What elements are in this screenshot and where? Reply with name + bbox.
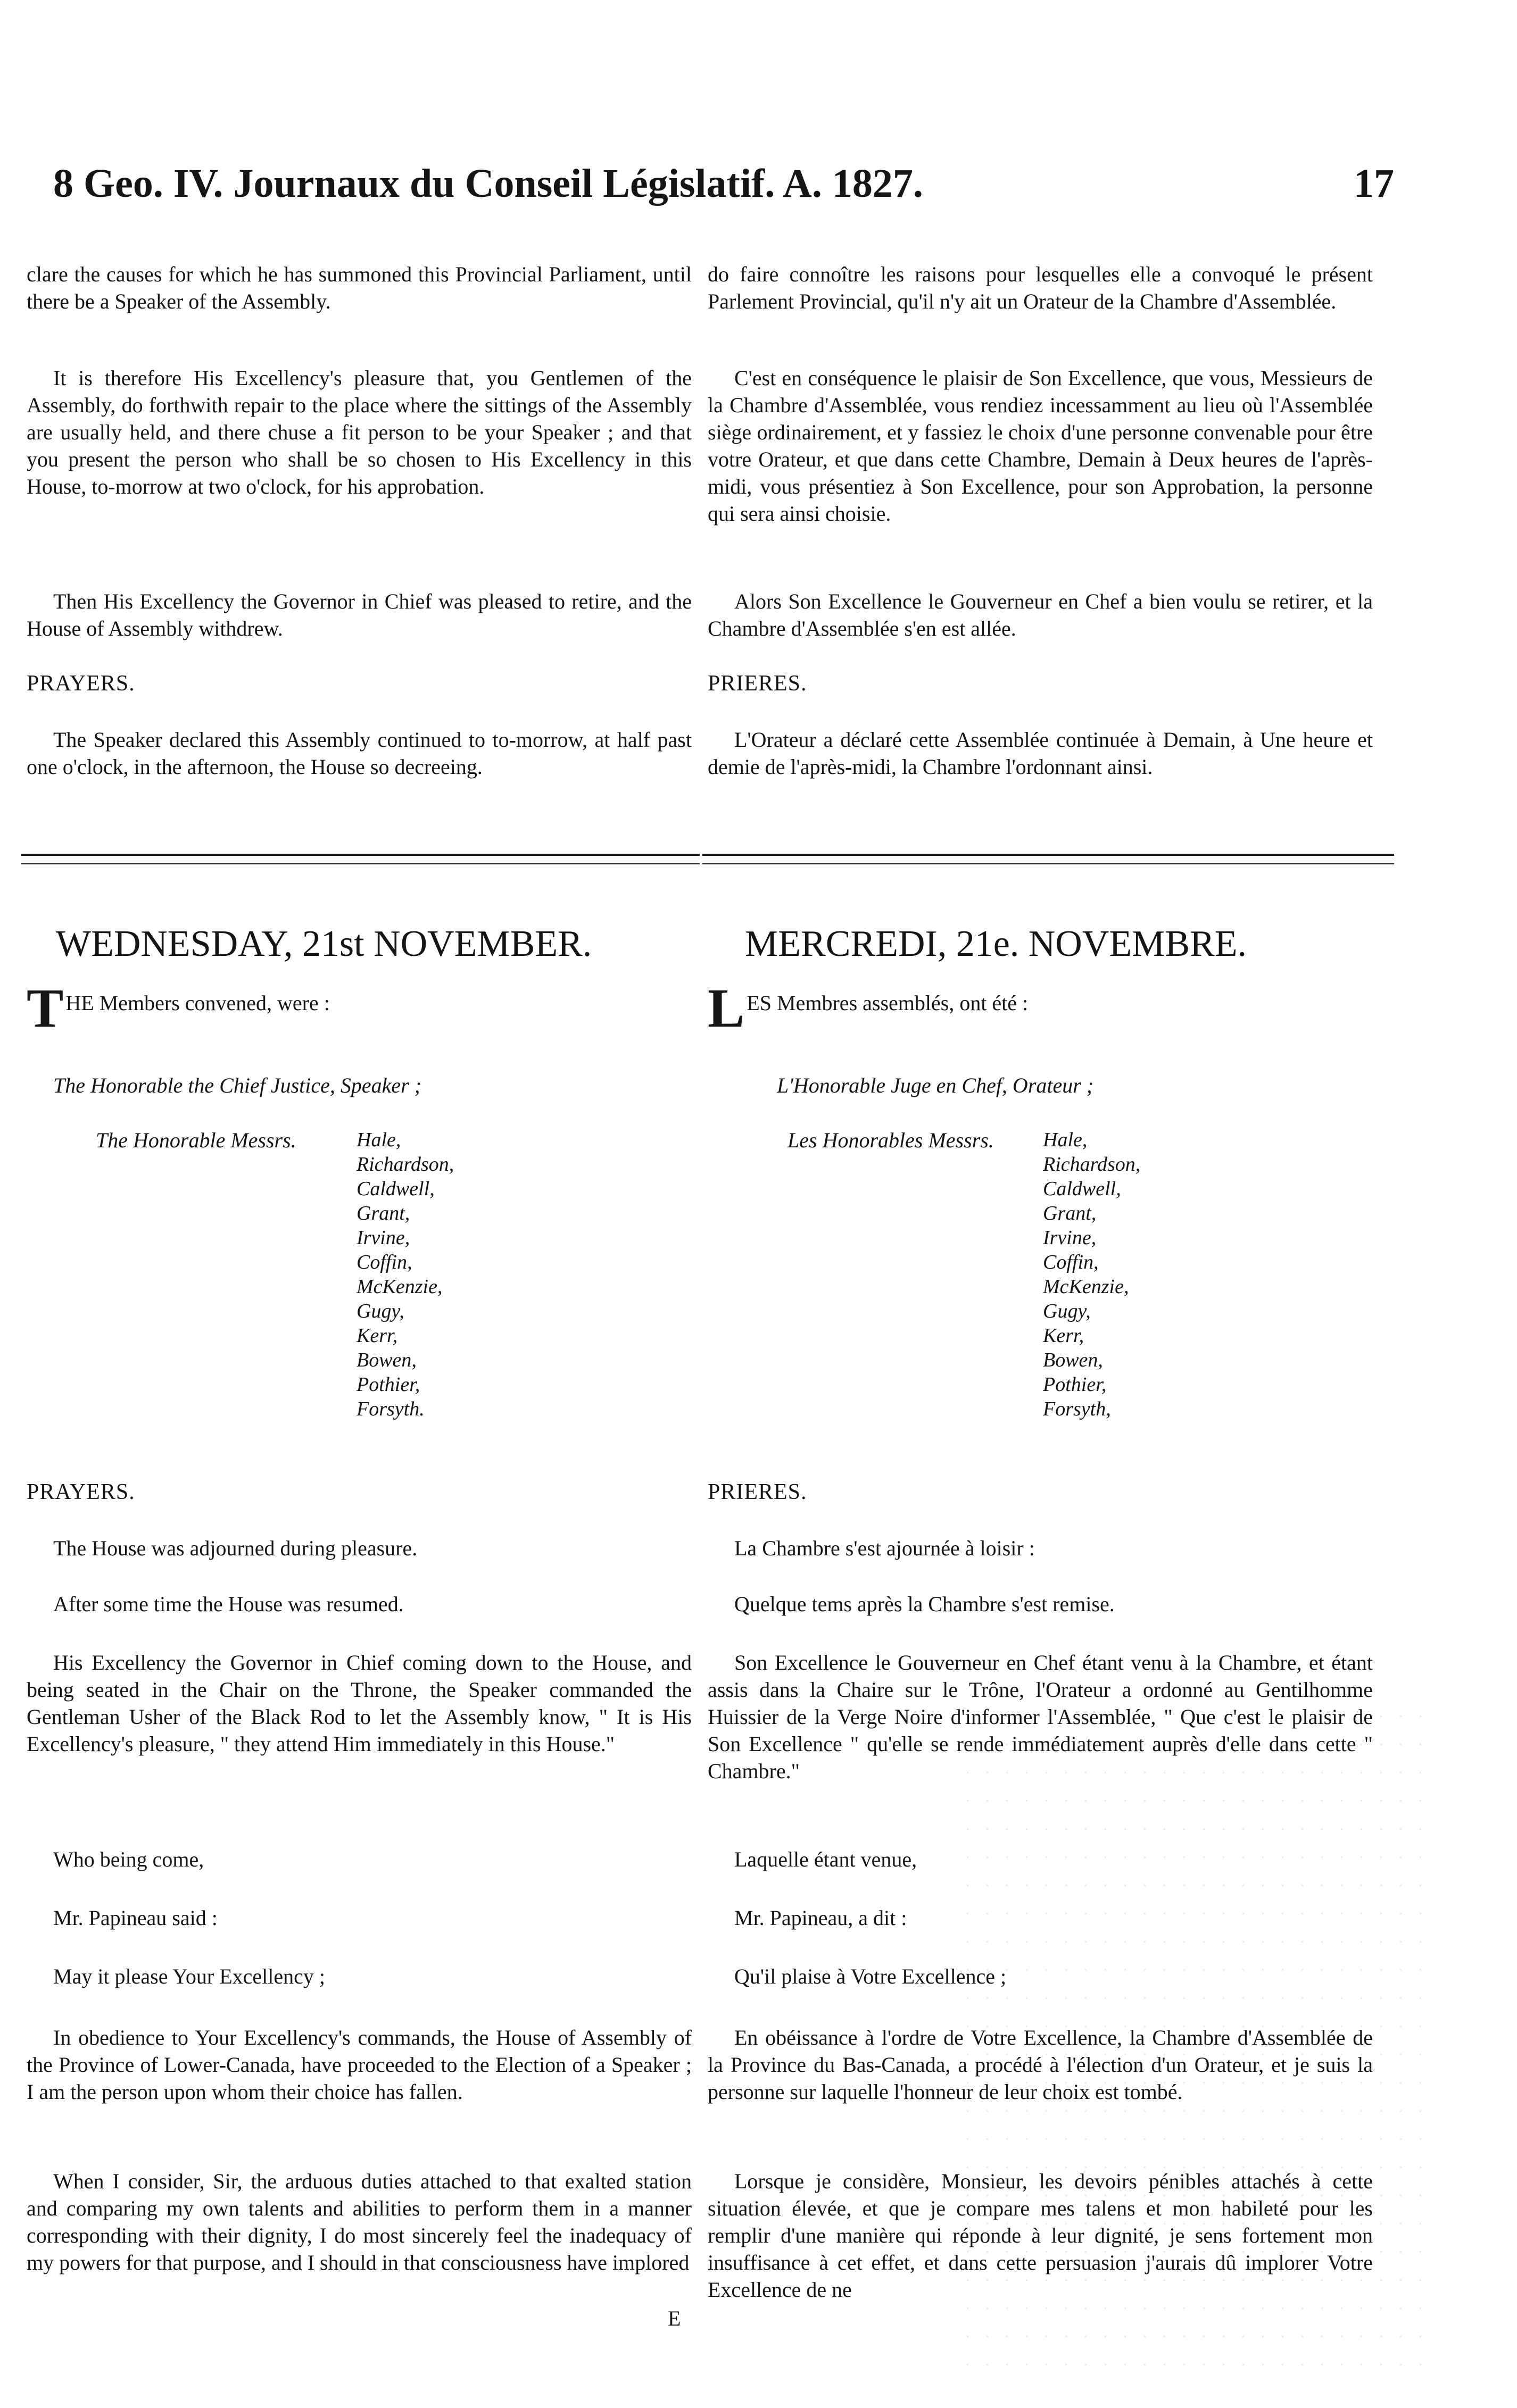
day-heading-english: WEDNESDAY, 21st NOVEMBER. [56, 923, 592, 964]
member-name: McKenzie, [1043, 1276, 1129, 1298]
member-name: Coffin, [357, 1251, 412, 1273]
section-divider-rule [21, 854, 700, 864]
paragraph: clare the causes for which he has summoned this Provincial Parliament, until there be a Speaker of the Assembly. [27, 262, 692, 313]
paragraph: The House was adjourned during pleasure. [53, 1536, 418, 1560]
member-name: Bowen, [357, 1349, 417, 1371]
paragraph: do faire connoître les raisons pour lesquelles elle a convoqué le présent Parlement Provincial, qu'il n'y ait un Orateur de la Chambre d'Assemblée. [708, 262, 1373, 313]
member-name: Gugy, [1043, 1300, 1091, 1322]
members-label: The Honorable Messrs. [96, 1128, 296, 1152]
print-speckle-texture [958, 1702, 1437, 2367]
member-name: Grant, [357, 1202, 410, 1224]
member-name: Richardson, [357, 1153, 454, 1176]
members-label: Les Honorables Messrs. [787, 1128, 994, 1152]
member-name: Caldwell, [357, 1178, 435, 1200]
prayers-heading: PRAYERS. [27, 671, 135, 696]
paragraph: Mr. Papineau, a dit : [734, 1906, 907, 1930]
opening-line [27, 978, 692, 1039]
paragraph: It is therefore His Excellency's pleasure that, you Gentlemen of the Assembly, do forthwith repair to the place where the sittings of the Assembly are usually held, and there chuse a fit person to be your Speaker ; and that you present the person who shall be so chosen to His Excellency in this House, to-morrow at two o'clock, for his approbation. [27, 366, 692, 498]
paragraph: Who being come, [53, 1847, 204, 1871]
section-divider-rule [702, 854, 1394, 864]
member-name: Irvine, [1043, 1227, 1097, 1249]
paragraph: After some time the House was resumed. [53, 1592, 404, 1616]
member-name: Forsyth, [1043, 1398, 1111, 1420]
members-list [1043, 1128, 1140, 1421]
member-name: Hale, [357, 1129, 401, 1151]
opening-text: ES Membres assemblés, ont été : [747, 991, 1029, 1015]
paragraph: Lorsque je considère, Monsieur, les devoirs pénibles attachés à cette situation élevée, et que je compare mes talens et mon habileté pour les remplir d'une manière qui réponde à leur dignité, je sens fortement mon insuffisance à cet effet, et dans cette persuasion j'aurais dû implorer Votre Excellence de ne [708, 2169, 1373, 2302]
member-name: McKenzie, [357, 1276, 443, 1298]
paragraph: When I consider, Sir, the arduous duties attached to that exalted station and comparing my own talents and abilities to perform them in a manner corresponding with their dignity, I do most sincerely feel the inadequacy of my powers for that purpose, and I should in that consciousness have implored [27, 2169, 692, 2274]
prayers-heading: PRIERES. [708, 671, 807, 696]
paragraph: L'Orateur a déclaré cette Assemblée continuée à Demain, à Une heure et demie de l'après-midi, la Chambre l'ordonnant ainsi. [708, 728, 1373, 779]
members-list [357, 1128, 454, 1421]
header-title: 8 Geo. IV. Journaux du Conseil Législatif. A. 1827. [53, 161, 923, 206]
speaker-line: L'Honorable Juge en Chef, Orateur ; [777, 1073, 1094, 1097]
paragraph: Alors Son Excellence le Gouverneur en Chef a bien voulu se retirer, et la Chambre d'Assemblée s'en est allée. [708, 589, 1373, 640]
member-name: Richardson, [1043, 1153, 1141, 1176]
paragraph: Son Excellence le Gouverneur en Chef étant venu à la Chambre, et étant assis dans la Chaire sur le Trône, l'Orateur a ordonné au Gentilhomme Huissier de la Verge Noire d'informer l'Assemblée, " Que c'est le plaisir de Son Excellence " qu'elle se rende immédiatement auprès d'elle dans cette " Chambre." [708, 1651, 1373, 1783]
paragraph: In obedience to Your Excellency's commands, the House of Assembly of the Province of Lower-Canada, have proceeded to the Election of a Speaker ; I am the person upon whom their choice has fallen. [27, 2026, 692, 2104]
day-heading-french: MERCREDI, 21e. NOVEMBRE. [745, 923, 1247, 964]
speaker-line: The Honorable the Chief Justice, Speaker ; [53, 1073, 422, 1097]
page-number: 17 [1354, 161, 1394, 206]
drop-cap: T [27, 978, 64, 1039]
member-name: Irvine, [357, 1227, 410, 1249]
member-name: Coffin, [1043, 1251, 1099, 1273]
member-name: Grant, [1043, 1202, 1097, 1224]
paragraph: En obéissance à l'ordre de Votre Excellence, la Chambre d'Assemblée de la Province du Bas-Canada, a procédé à l'élection d'un Orateur, et je suis la personne sur laquelle l'honneur de leur choix est tombé. [708, 2026, 1373, 2104]
paragraph: Then His Excellency the Governor in Chief was pleased to retire, and the House of Assembly withdrew. [27, 589, 692, 640]
member-name: Caldwell, [1043, 1178, 1121, 1200]
paragraph: The Speaker declared this Assembly continued to to-morrow, at half past one o'clock, in the afternoon, the House so decreeing. [27, 728, 692, 779]
paragraph: Quelque tems après la Chambre s'est remise. [734, 1592, 1115, 1616]
member-name: Forsyth. [357, 1398, 425, 1420]
opening-line [708, 978, 1373, 1039]
opening-text: HE Members convened, were : [65, 991, 330, 1015]
prayers-heading: PRAYERS. [27, 1480, 135, 1504]
member-name: Pothier, [1043, 1373, 1107, 1396]
paragraph: Laquelle étant venue, [734, 1847, 917, 1871]
running-header [21, 154, 1394, 213]
paragraph: La Chambre s'est ajournée à loisir : [734, 1536, 1035, 1560]
signature-mark: E [668, 2306, 681, 2330]
paragraph: Mr. Papineau said : [53, 1906, 218, 1930]
paragraph: His Excellency the Governor in Chief coming down to the House, and being seated in the Chair on the Throne, the Speaker commanded the Gentleman Usher of the Black Rod to let the Assembly know, " It is His Excellency's pleasure, " they attend Him immediately in this House." [27, 1651, 692, 1756]
member-name: Kerr, [1043, 1324, 1084, 1347]
paragraph: C'est en conséquence le plaisir de Son Excellence, que vous, Messieurs de la Chambre d'Assemblée, vous rendiez incessamment au lieu où l'Assemblée siège ordinairement, et y fassiez le choix d'une personne convenable pour être votre Orateur, et que dans cette Chambre, Demain à Deux heures de l'après-midi, vous présentiez à Son Excellence, pour son Approbation, la personne qui sera ainsi choisie. [708, 366, 1373, 526]
drop-cap: L [708, 978, 745, 1039]
prayers-heading: PRIERES. [708, 1480, 807, 1504]
member-name: Hale, [1043, 1129, 1088, 1151]
paragraph: Qu'il plaise à Votre Excellence ; [734, 1964, 1007, 1988]
member-name: Kerr, [357, 1324, 398, 1347]
member-name: Bowen, [1043, 1349, 1103, 1371]
paragraph: May it please Your Excellency ; [53, 1964, 325, 1988]
member-name: Pothier, [357, 1373, 420, 1396]
member-name: Gugy, [357, 1300, 404, 1322]
